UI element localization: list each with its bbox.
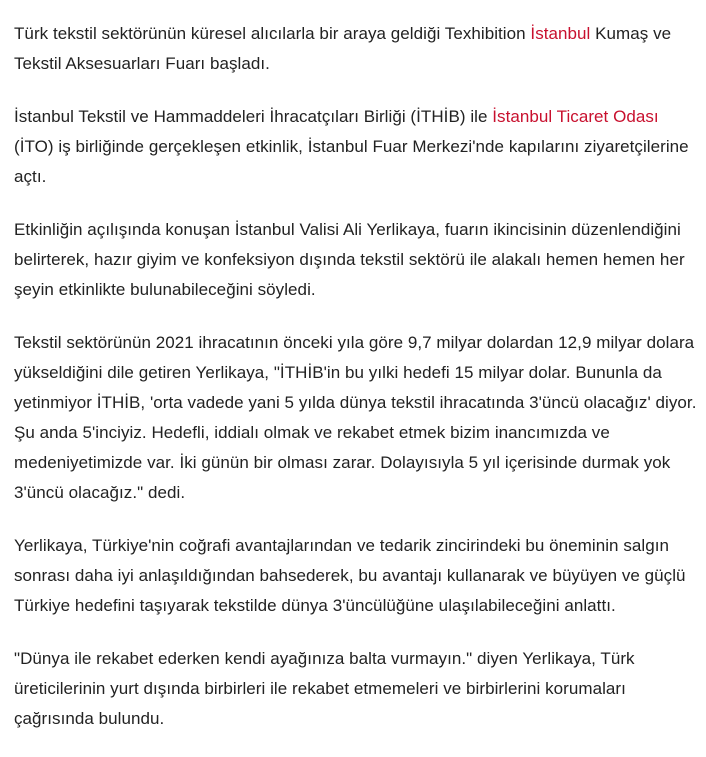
paragraph-text: (İTO) iş birliğinde gerçekleşen etkinlik, İstanbul Fuar Merkezi'nde kapılarını ziyaretçilerine açtı. bbox=[14, 137, 689, 186]
paragraph-6 bbox=[14, 644, 698, 734]
paragraph-2 bbox=[14, 102, 698, 192]
paragraph-text: Türk tekstil sektörünün küresel alıcılarla bir araya geldiği Texhibition bbox=[14, 24, 531, 43]
paragraph-3 bbox=[14, 215, 698, 305]
paragraph-text: Tekstil sektörünün 2021 ihracatının önceki yıla göre 9,7 milyar dolardan 12,9 milyar dolara yükseldiğini dile getiren Yerlikaya, "İTHİB'in bu yılki hedefi 15 milyar dolar. Bununla da yetinmiyor İTHİB, 'orta vadede yani 5 yılda dünya tekstil ihracatında 3'üncü olacağız' diyor. Şu anda 5'inciyiz. Hedefli, iddialı olmak ve rekabet etmek bizim inancımızda ve medeniyetimizde var. İki günün bir olması zarar. Dolayısıyla 5 yıl içerisinde durmak yok 3'üncü olacağız." dedi. bbox=[14, 333, 697, 502]
paragraph-text: İstanbul Tekstil ve Hammaddeleri İhracatçıları Birliği (İTHİB) ile bbox=[14, 107, 493, 126]
paragraph-5 bbox=[14, 531, 698, 621]
paragraph-4 bbox=[14, 328, 698, 508]
paragraph-text: Kumaş ve Tekstil Aksesuarları Fuarı başladı. bbox=[14, 24, 672, 73]
link-istanbul[interactable]: İstanbul bbox=[530, 24, 591, 43]
link-istanbul-ticaret-odasi[interactable]: İstanbul Ticaret Odası bbox=[492, 107, 659, 126]
paragraph-text: Etkinliğin açılışında konuşan İstanbul Valisi Ali Yerlikaya, fuarın ikincisinin düzenlendiğini belirterek, hazır giyim ve konfeksiyon dışında tekstil sektörü ile alakalı hemen hemen her şeyin etkinlikte bulunabileceğini söyledi. bbox=[14, 220, 685, 299]
paragraph-1 bbox=[14, 19, 698, 79]
paragraph-text: "Dünya ile rekabet ederken kendi ayağınıza balta vurmayın." diyen Yerlikaya, Türk üreticilerinin yurt dışında birbirleri ile rekabet etmemeleri ve birbirlerini korumaları çağrısında bulundu. bbox=[14, 649, 635, 728]
paragraph-text: Yerlikaya, Türkiye'nin coğrafi avantajlarından ve tedarik zincirindeki bu öneminin salgın sonrası daha iyi anlaşıldığından bahsederek, bu avantajı kullanarak ve büyüyen ve güçlü Türkiye hedefini taşıyarak tekstilde dünya 3'üncülüğüne ulaşılabileceğini anlattı. bbox=[14, 536, 686, 615]
article-body bbox=[14, 19, 698, 757]
